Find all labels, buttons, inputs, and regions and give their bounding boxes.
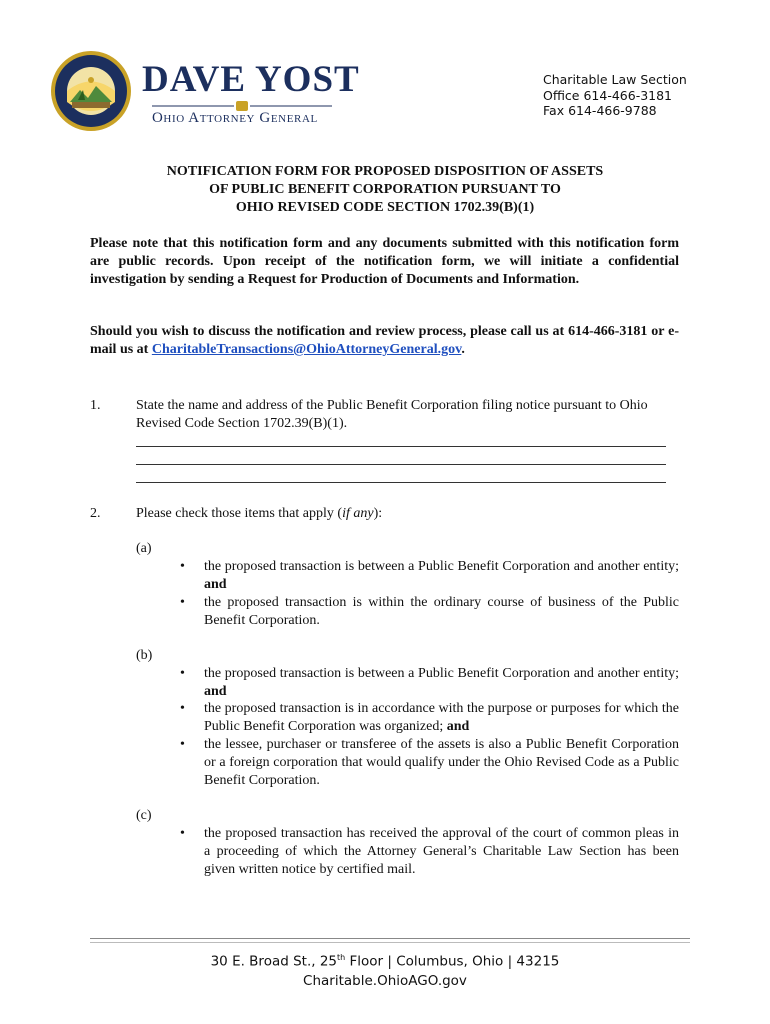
footer-address-sup: th — [337, 953, 346, 962]
question-1-number: 1. — [90, 398, 101, 413]
question-2-italic: if any — [342, 506, 374, 521]
option-a-label: (a) — [136, 541, 152, 556]
question-2-number: 2. — [90, 506, 101, 521]
option-b-item-1-text: the proposed transaction is between a Public Benefit Corporation and another entity; — [204, 666, 679, 681]
and-label: and — [446, 719, 470, 734]
footer-divider — [90, 938, 690, 939]
contact-office-phone: Office 614-466-3181 — [543, 87, 673, 103]
footer-address-city: Floor | Columbus, Ohio | 43215 — [345, 953, 560, 970]
bullet-icon: • — [180, 666, 185, 681]
contact-notice-text: Should you wish to discuss the notification and review process, please call us at 614-466-3181 or e-mail us at — [90, 324, 679, 357]
question-2-prefix: Please check those items that apply ( — [136, 506, 343, 521]
contact-notice — [90, 323, 679, 359]
option-a-item-2-text: the proposed transaction is within the ordinary course of business of the Public Benefit Corporation. — [204, 595, 679, 628]
option-b-item-1[interactable] — [180, 665, 679, 701]
contact-fax: Fax 614-466-9788 — [543, 103, 657, 118]
option-c-item-1[interactable] — [180, 825, 679, 879]
form-title — [90, 163, 680, 217]
answer-line-3[interactable] — [136, 482, 666, 483]
and-label: and — [204, 684, 227, 699]
footer-divider-secondary — [90, 942, 690, 943]
option-b-label: (b) — [136, 648, 153, 663]
bullet-icon: • — [180, 826, 185, 841]
contact-block — [543, 72, 687, 119]
question-1-text: State the name and address of the Public Benefit Corporation filing notice pursuant to Ohio Revised Code Section 1702.39(B)(1). — [136, 398, 648, 431]
bullet-icon: • — [180, 701, 185, 716]
email-link[interactable]: CharitableTransactions@OhioAttorneyGeneral.gov — [151, 342, 462, 357]
footer-website[interactable]: Charitable.OhioAGO.gov — [303, 973, 467, 989]
footer-address — [0, 949, 770, 971]
option-b-item-3[interactable] — [180, 736, 679, 790]
bullet-icon: • — [180, 559, 185, 574]
contact-section: Charitable Law Section — [543, 72, 687, 87]
option-b-item-2-text: the proposed transaction is in accordance with the purpose or purposes for which the Public Benefit Corporation was organized; — [204, 701, 679, 734]
footer-address-street: 30 E. Broad St., 25 — [210, 953, 337, 970]
option-b-item-2[interactable] — [180, 700, 679, 736]
title-line-3: OHIO REVISED CODE SECTION 1702.39(B)(1) — [235, 200, 535, 215]
logo-name: DAVE YOST — [142, 59, 360, 100]
title-line-2: OF PUBLIC BENEFIT CORPORATION PURSUANT TO — [209, 182, 561, 197]
option-a-item-1[interactable] — [180, 558, 679, 594]
answer-line-1[interactable] — [136, 446, 666, 447]
question-2-text — [136, 505, 679, 523]
option-b-item-3-text: the lessee, purchaser or transferee of the assets is also a Public Benefit Corporation or a foreign corporation that would qualify under the Ohio Revised Code as a Public Benefit Corporation. — [204, 737, 679, 788]
public-records-notice: Please note that this notification form and any documents submitted with this notification form are public records. Upon receipt of the notification form, we will initiate a confidential investigation by sending a Request for Production of Documents and Information. — [90, 236, 679, 287]
option-c-item-1-text: the proposed transaction has received the approval of the court of common pleas in a proceeding of which the Attorney General’s Charitable Law Section has been given written notice by certified mail. — [204, 826, 679, 877]
attorney-general-seal — [50, 50, 132, 132]
option-a-item-2[interactable] — [180, 594, 679, 630]
option-c-label: (c) — [136, 808, 152, 823]
contact-notice-end: . — [461, 342, 465, 357]
option-a-item-1-text: the proposed transaction is between a Public Benefit Corporation and another entity; — [204, 559, 679, 574]
bullet-icon: • — [180, 737, 185, 752]
bullet-icon: • — [180, 595, 185, 610]
question-2-suffix: ): — [373, 506, 383, 521]
title-line-1: NOTIFICATION FORM FOR PROPOSED DISPOSITION OF ASSETS — [166, 164, 604, 179]
answer-line-2[interactable] — [136, 464, 666, 465]
and-label: and — [204, 577, 227, 592]
logo-subtitle: Ohio Attorney General — [152, 110, 318, 126]
